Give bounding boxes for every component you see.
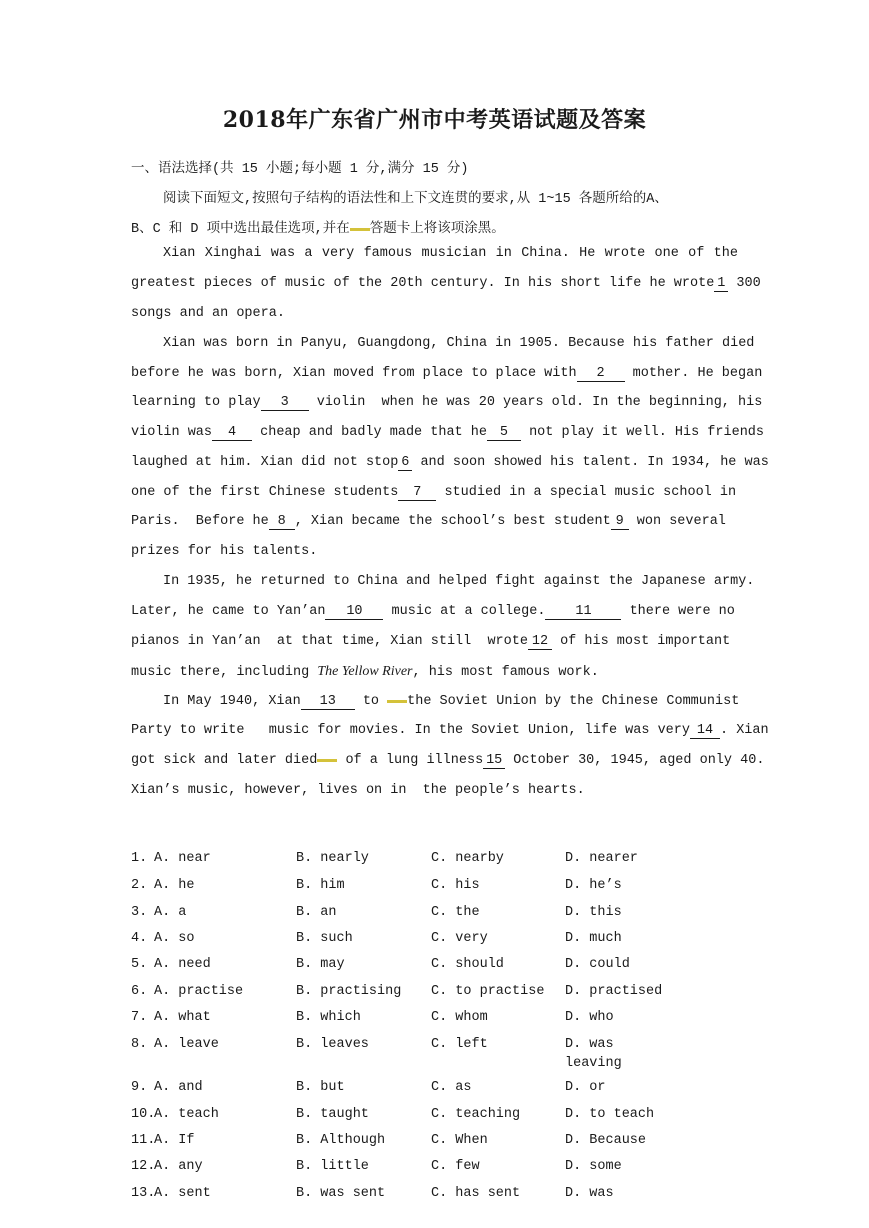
option-a: A. need — [154, 957, 211, 972]
option-c: C. has sent — [431, 1186, 521, 1201]
question-number: 1. — [131, 851, 148, 866]
option-a: A. leave — [154, 1037, 219, 1052]
option-d: D. much — [565, 931, 622, 946]
option-b: B. him — [296, 878, 345, 893]
option-a: A. near — [154, 851, 211, 866]
option-d: D. to teach — [565, 1107, 655, 1122]
blank-10: 10 — [325, 605, 383, 620]
option-a: A. he — [154, 878, 195, 893]
question-number: 10. — [131, 1107, 156, 1122]
passage-p2-line-6: one of the first Chinese students 7 studied in a special music school in — [131, 485, 737, 500]
question-number: 11. — [131, 1133, 156, 1148]
passage-p4-line-3: got sick and later died of a lung illness 15 October 30, 1945, aged only 40. — [131, 753, 765, 768]
blank-11: 11 — [545, 605, 621, 620]
passage-p4-line-1: In May 1940, Xian 13 to the Soviet Union by the Chinese Communist — [163, 694, 740, 709]
option-b: B. which — [296, 1010, 361, 1025]
option-b: B. such — [296, 931, 353, 946]
blank-2: 2 — [577, 367, 625, 382]
option-c: C. teaching — [431, 1107, 521, 1122]
option-c: C. his — [431, 878, 480, 893]
question-number: 13. — [131, 1186, 156, 1201]
option-a: A. and — [154, 1080, 203, 1095]
option-d: D. was — [565, 1186, 614, 1201]
option-c: C. nearby — [431, 851, 504, 866]
passage-p2-line-3: learning to play 3 violin when he was 20 years old. In the beginning, his — [131, 395, 763, 410]
blank-7: 7 — [398, 486, 436, 501]
option-a: A. If — [154, 1133, 195, 1148]
blank-14: 14 — [690, 724, 720, 739]
passage-p4-line-4: Xian’s music, however, lives on in the people’s hearts. — [131, 783, 585, 798]
option-b: B. may — [296, 957, 345, 972]
option-a: A. sent — [154, 1186, 211, 1201]
passage-p2-line-4: violin was 4 cheap and badly made that he 5 not play it well. His friends — [131, 425, 765, 440]
section-heading: 一、语法选择(共 15 小题;每小题 1 分,满分 15 分) — [131, 162, 469, 177]
question-number: 12. — [131, 1159, 156, 1174]
option-b: B. an — [296, 905, 337, 920]
passage-p1-line-2: greatest pieces of music of the 20th century. In his short life he wrote 1 300 — [131, 276, 761, 291]
question-number: 5. — [131, 957, 148, 972]
option-d: D. practised — [565, 984, 663, 999]
blank-4: 4 — [212, 426, 252, 441]
passage-p3-line-1: In 1935, he returned to China and helped fight against the Japanese army. — [163, 574, 755, 589]
option-d: D. was — [565, 1037, 614, 1052]
passage-p4-line-2: Party to write music for movies. In the Soviet Union, life was very 14 . Xian — [131, 723, 769, 738]
question-number: 7. — [131, 1010, 148, 1025]
blank-5: 5 — [487, 426, 521, 441]
question-number: 6. — [131, 984, 148, 999]
option-d-continued: leaving — [565, 1056, 622, 1071]
question-number: 9. — [131, 1080, 148, 1095]
passage-p2-line-2: before he was born, Xian moved from place to place with 2 mother. He began — [131, 366, 763, 381]
option-d: D. Because — [565, 1133, 647, 1148]
passage-p2-line-5: laughed at him. Xian did not stop 6 and soon showed his talent. In 1934, he was — [131, 455, 769, 470]
question-number: 4. — [131, 931, 148, 946]
option-b: B. little — [296, 1159, 369, 1174]
option-d: D. some — [565, 1159, 622, 1174]
option-c: C. as — [431, 1080, 472, 1095]
option-b: B. taught — [296, 1107, 369, 1122]
option-a: A. a — [154, 905, 187, 920]
passage-p1-line-1: Xian Xinghai was a very famous musician in China. He wrote one of the — [163, 246, 738, 261]
option-d: D. who — [565, 1010, 614, 1025]
option-b: B. nearly — [296, 851, 369, 866]
passage-p2-line-8: prizes for his talents. — [131, 544, 318, 559]
option-c: C. When — [431, 1133, 488, 1148]
highlight-mark — [350, 228, 370, 231]
work-title: The Yellow River — [317, 664, 413, 679]
option-b: B. Although — [296, 1133, 386, 1148]
option-b: B. but — [296, 1080, 345, 1095]
option-b: B. was sent — [296, 1186, 386, 1201]
question-number: 3. — [131, 905, 148, 920]
passage-p3-line-3: pianos in Yan’an at that time, Xian still wrote 12 of his most important — [131, 634, 731, 649]
option-a: A. any — [154, 1159, 203, 1174]
option-c: C. very — [431, 931, 488, 946]
blank-8: 8 — [269, 515, 295, 530]
blank-9: 9 — [611, 515, 629, 530]
passage-p2-line-7: Paris. Before he 8 , Xian became the school’s best student 9 won several — [131, 514, 726, 529]
option-d: D. nearer — [565, 851, 638, 866]
instruction-line-2: B、C 和 D 项中选出最佳选项,并在 答题卡上将该项涂黑。 — [131, 222, 505, 237]
option-c: C. the — [431, 905, 480, 920]
option-c: C. whom — [431, 1010, 488, 1025]
page-title: 2018年广东省广州市中考英语试题及答案 — [222, 107, 647, 133]
option-a: A. what — [154, 1010, 211, 1025]
option-c: C. should — [431, 957, 504, 972]
passage-p2-line-1: Xian was born in Panyu, Guangdong, China in 1905. Because his father died — [163, 336, 755, 351]
option-a: A. teach — [154, 1107, 219, 1122]
option-d: D. or — [565, 1080, 606, 1095]
option-a: A. so — [154, 931, 195, 946]
highlight-mark — [387, 700, 407, 703]
option-d: D. could — [565, 957, 630, 972]
question-number: 2. — [131, 878, 148, 893]
highlight-mark — [317, 759, 337, 762]
option-d: D. this — [565, 905, 622, 920]
passage-p3-line-4: music there, including The Yellow River, his most famous work. — [131, 664, 599, 680]
passage-p1-line-3: songs and an opera. — [131, 306, 285, 321]
blank-6: 6 — [398, 456, 412, 471]
option-c: C. to practise — [431, 984, 545, 999]
blank-1: 1 — [714, 277, 728, 292]
question-number: 8. — [131, 1037, 148, 1052]
blank-15: 15 — [483, 754, 505, 769]
option-a: A. practise — [154, 984, 244, 999]
blank-13: 13 — [301, 695, 355, 710]
option-c: C. few — [431, 1159, 480, 1174]
option-d: D. he’s — [565, 878, 622, 893]
instruction-line-1: 阅读下面短文,按照句子结构的语法性和上下文连贯的要求,从 1~15 各题所给的A、 — [163, 192, 668, 207]
passage-p3-line-2: Later, he came to Yan’an 10 music at a college. 11 there were no — [131, 604, 735, 619]
option-b: B. practising — [296, 984, 402, 999]
option-b: B. leaves — [296, 1037, 369, 1052]
option-c: C. left — [431, 1037, 488, 1052]
blank-12: 12 — [528, 635, 552, 650]
blank-3: 3 — [261, 396, 309, 411]
